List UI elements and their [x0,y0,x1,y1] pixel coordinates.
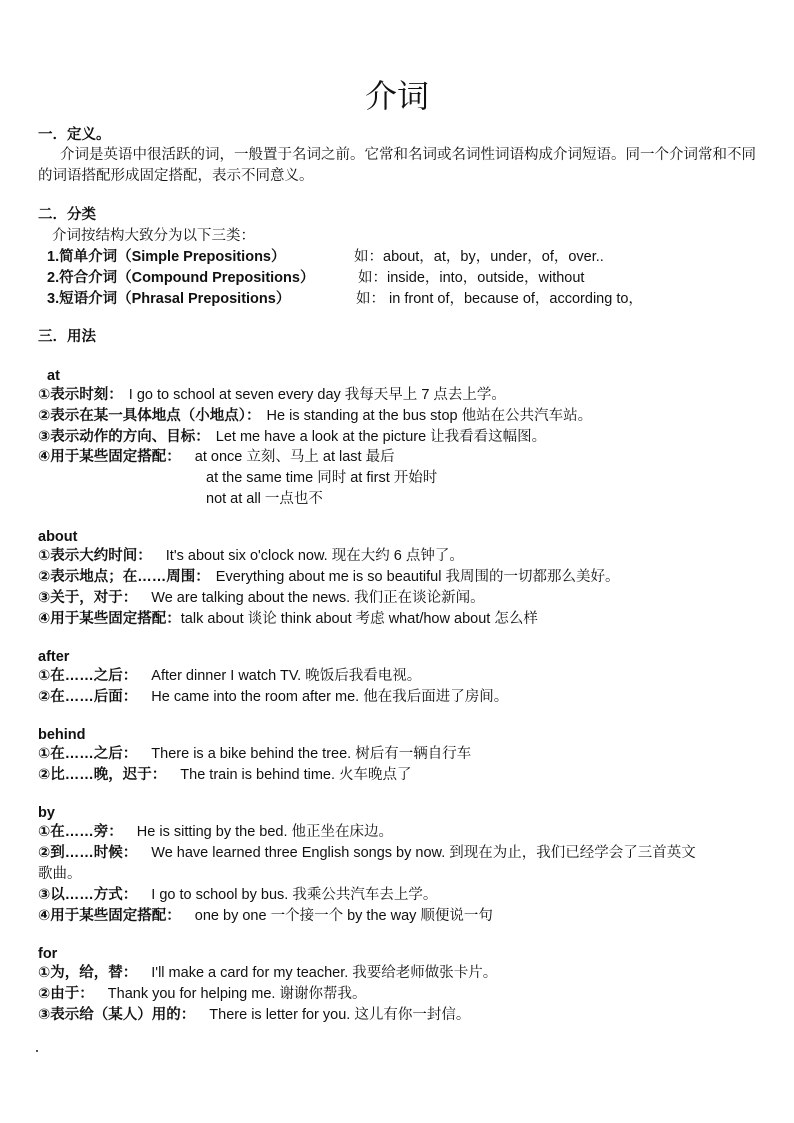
by-line-1-text: He is sitting by the bed. 他正坐在床边。 [136,824,394,840]
by-line-2-label: ②到……时候： [38,845,138,861]
at-line-4-label: ④用于某些固定搭配： [38,449,181,465]
at-line-1-text: I go to school at seven every day 我每天早上 7 点去上学。 [128,387,506,403]
at-line-1-label: ①表示时刻： [38,387,123,403]
about-line-2 [38,567,620,587]
about-line-4-label: ④用于某些固定搭配： [38,611,181,627]
at-line-3-label: ③表示动作的方向、目标： [38,429,210,445]
word-for: for [38,946,58,962]
word-about: about [38,529,78,545]
after-line-2 [38,687,508,707]
behind-line-1-text: There is a bike behind the tree. 树后有一辆自行车 [151,746,472,762]
behind-line-1-label: ①在……之后： [38,746,138,762]
by-line-4 [38,906,493,926]
about-line-1-label: ①表示大约时间： [38,548,152,564]
at-line-4 [38,447,395,467]
for-line-3-label: ③表示给（某人）用的： [38,1007,196,1023]
at-line-3 [38,427,546,447]
by-line-2-cont [38,864,82,884]
definition-heading: 一．定义。 [38,127,111,143]
by-line-2-cont-text: 歌曲。 [38,866,82,882]
by-line-3-label: ③以……方式： [38,887,138,903]
for-line-2-label: ②由于： [38,986,94,1002]
by-line-1-label: ①在……旁： [38,824,123,840]
about-line-3 [38,588,485,608]
behind-line-2-text: The train is behind time. 火车晚点了 [180,767,412,783]
page-title: 介词 [364,77,429,115]
about-line-4 [38,609,538,629]
about-line-2-label: ②表示地点；在……周围： [38,569,210,585]
by-line-4-label: ④用于某些固定搭配： [38,908,181,924]
at-line-2-label: ②表示在某一具体地点（小地点）： [38,408,261,424]
word-after: after [38,649,70,665]
after-line-2-text: He came into the room after me. 他在我后面进了房间。 [151,689,509,705]
about-line-1-text: It's about six o'clock now. 现在大约 6 点钟了。 [165,548,464,564]
by-line-4-text: one by one 一个接一个 by the way 顺便说一句 [194,908,493,924]
by-line-2-text: We have learned three English songs by now. 到现在为止，我们已经学会了三首英文 [151,845,696,861]
classification-intro: 介词按结构大致分为以下三类： [52,228,255,244]
about-line-3-label: ③关于，对于： [38,590,138,606]
about-line-3-text: We are talking about the news. 我们正在谈论新闻。 [151,590,485,606]
definition-text: 介词是英语中很活跃的词，一般置于名词之前。它常和名词或名词性词语构成介词短语。同一个介词常和不同的词语搭配形成固定搭配，表示不同意义。 [38,147,756,184]
after-line-1-label: ①在……之后： [38,668,138,684]
by-line-2 [38,843,696,863]
page-mark [36,1050,38,1052]
at-extra-1: at the same time 同时 at first 开始时 [206,470,438,486]
behind-line-2-label: ②比……晚，迟于： [38,767,167,783]
at-line-2-text: He is standing at the bus stop 他站在公共汽车站。 [266,408,593,424]
at-line-1 [38,385,506,405]
for-line-1-label: ①为，给，替： [38,965,138,981]
at-line-2 [38,406,592,426]
at-line-3-text: Let me have a look at the picture 让我看看这幅图。 [215,429,547,445]
class-item-2-name: 2.符合介词（Compound Prepositions） [47,270,315,286]
class-item-1-examples: 如：about，at，by，under，of，over.. [354,249,604,265]
class-item-1-name: 1.简单介词（Simple Prepositions） [47,249,286,265]
word-at: at [47,368,60,384]
class-item-2-examples: 如：inside，into，outside，without [358,270,585,286]
word-behind: behind [38,727,86,743]
by-line-1 [38,822,393,842]
at-line-4-text: at once 立刻、马上 at last 最后 [194,449,395,465]
class-item-3-examples: 如： in front of，because of，according to， [356,291,643,307]
behind-line-1 [38,744,471,764]
after-line-1 [38,666,421,686]
class-item-3-name: 3.短语介词（Phrasal Prepositions） [47,291,291,307]
for-line-2 [38,984,366,1004]
for-line-3-text: There is letter for you. 这儿有你一封信。 [209,1007,471,1023]
about-line-1 [38,546,464,566]
at-extra-2: not at all 一点也不 [206,491,323,507]
after-line-2-label: ②在……后面： [38,689,138,705]
after-line-1-text: After dinner I watch TV. 晚饭后我看电视。 [151,668,422,684]
usage-heading: 三．用法 [38,329,96,345]
for-line-1-text: I'll make a card for my teacher. 我要给老师做张卡片。 [151,965,498,981]
about-line-4-text: talk about 谈论 think about 考虑 what/how about 怎么样 [180,611,538,627]
for-line-2-text: Thank you for helping me. 谢谢你帮我。 [107,986,367,1002]
word-by: by [38,805,55,821]
about-line-2-text: Everything about me is so beautiful 我周围的一切都那么美好。 [215,569,620,585]
behind-line-2 [38,765,412,785]
by-line-3 [38,885,437,905]
for-line-1 [38,963,497,983]
for-line-3 [38,1005,470,1025]
by-line-3-text: I go to school by bus. 我乘公共汽车去上学。 [151,887,438,903]
classification-heading: 二．分类 [38,207,96,223]
